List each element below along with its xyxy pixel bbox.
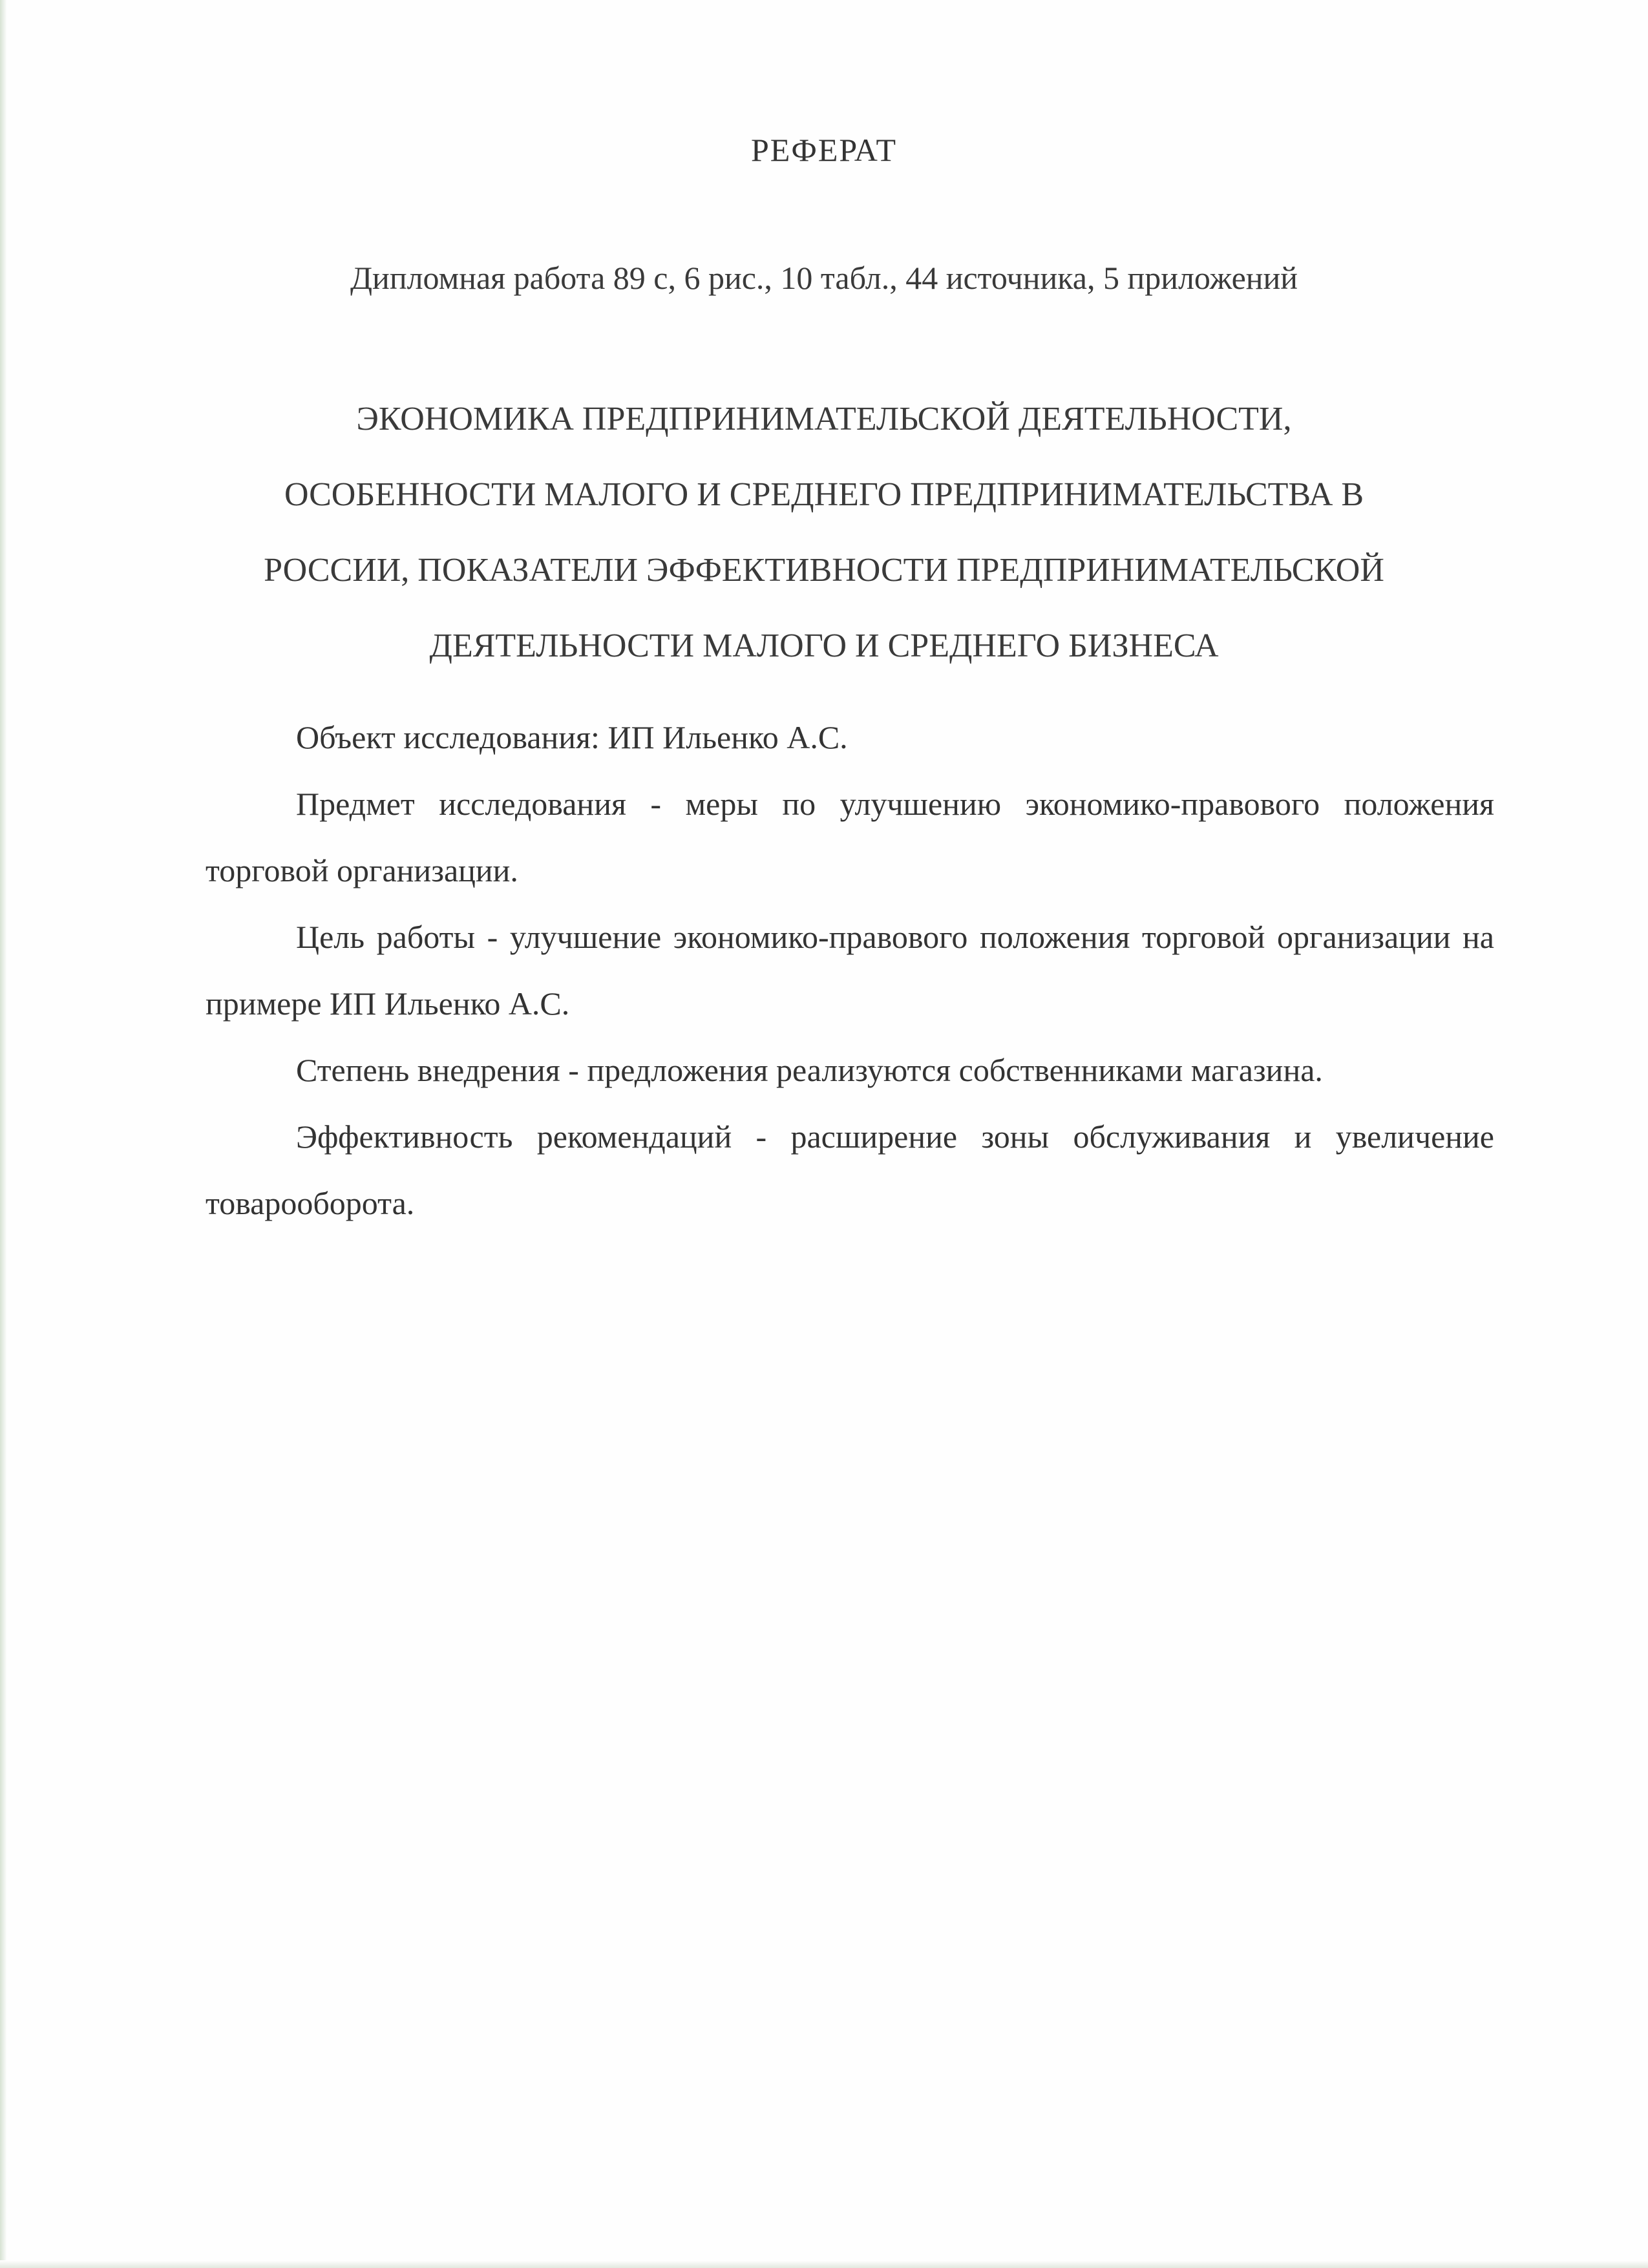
theme-line: РОССИИ, ПОКАЗАТЕЛИ ЭФФЕКТИВНОСТИ ПРЕДПРИНИМАТЕЛЬСКОЙ (264, 552, 1384, 589)
paragraph-efficiency: Эффективность рекомендаций - расширение зоны обслуживания и увеличение товарооборота. (206, 1118, 1494, 1221)
document-heading: РЕФЕРАТ (750, 132, 898, 168)
document-info-line: Дипломная работа 89 с, 6 рис., 10 табл., 44 источника, 5 приложений (350, 260, 1298, 296)
theme-line: ДЕЯТЕЛЬНОСТИ МАЛОГО И СРЕДНЕГО БИЗНЕСА (429, 627, 1219, 664)
scan-edge-bottom (0, 2260, 1648, 2268)
document-theme (168, 381, 1480, 684)
document-body (206, 704, 1494, 1237)
paragraph-goal: Цель работы - улучшение экономико-правового положения торговой организации на примере ИП Ильенко А.С. (206, 919, 1494, 1022)
paragraph-subject: Предмет исследования - меры по улучшению экономико-правового положения торговой организации. (206, 786, 1494, 888)
theme-line: ОСОБЕННОСТИ МАЛОГО И СРЕДНЕГО ПРЕДПРИНИМАТЕЛЬСТВА В (284, 476, 1364, 513)
scan-edge-left (0, 0, 6, 2268)
theme-line: ЭКОНОМИКА ПРЕДПРИНИМАТЕЛЬСКОЙ ДЕЯТЕЛЬНОСТИ, (356, 401, 1292, 437)
paragraph-object: Объект исследования: ИП Ильенко А.С. (296, 719, 848, 755)
paragraph-implementation: Степень внедрения - предложения реализуются собственниками магазина. (296, 1052, 1323, 1088)
